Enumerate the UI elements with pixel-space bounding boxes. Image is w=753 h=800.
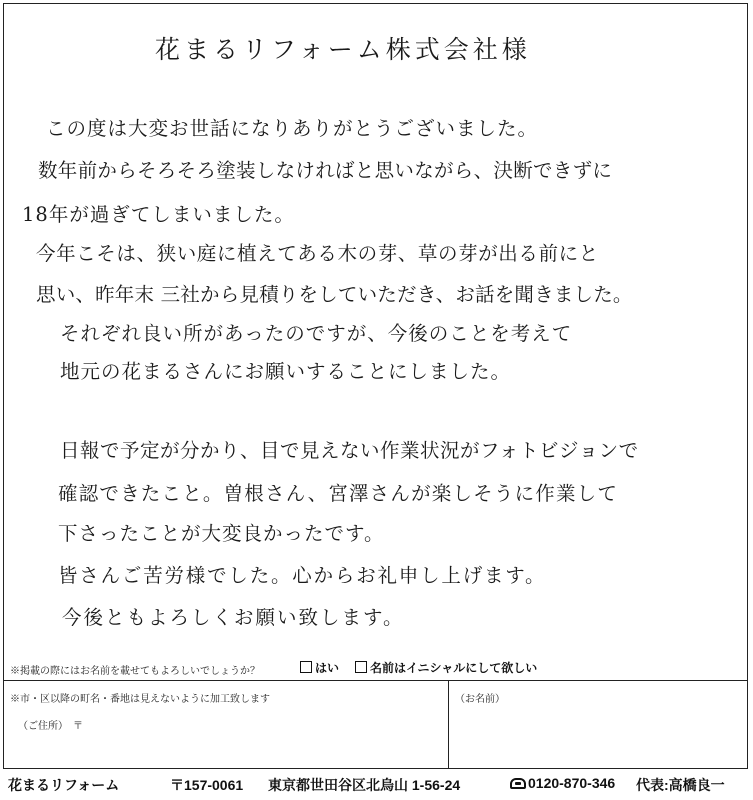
letter-line-3: 18年が過ぎてしまいました。	[22, 203, 295, 226]
letter-line-8: 日報で予定が分かり、目で見えない作業状況がフォトビジョンで	[60, 439, 639, 462]
letter-line-2: 数年前からそろそろ塗装しなければと思いながら、決断できずに	[38, 159, 613, 182]
footer-address: 東京都世田谷区北烏山 1-56-24	[268, 777, 461, 793]
letter-line-7: 地元の花まるさんにお願いすることにしました。	[60, 360, 512, 383]
option-yes-label: はい	[315, 661, 340, 675]
letter-line-6: それぞれ良い所があったのですが、今後のことを考えて	[60, 322, 573, 345]
checkbox-yes[interactable]	[300, 661, 312, 673]
letter-line-12: 今後ともよろしくお願い致します。	[62, 606, 405, 629]
footer-tel-number: 0120-870-346	[528, 775, 616, 791]
address-note: ※市・区以降の町名・番地は見えないように加工致します	[10, 694, 270, 705]
footer-company: 花まるリフォーム	[8, 777, 120, 793]
form-column-divider	[448, 681, 449, 769]
letter-line-10: 下さったことが大変良かったです。	[58, 522, 385, 545]
telephone-icon	[510, 778, 526, 789]
letter-title: 花まるリフォーム株式会社様	[155, 35, 531, 64]
letter-line-4: 今年こそは、狭い庭に植えてある木の芽、草の芽が出る前にと	[36, 242, 599, 265]
consent-question: ※掲載の際にはお名前を載せてもよろしいでしょうか？	[10, 666, 260, 677]
footer-tel	[510, 775, 615, 791]
letter-line-9: 確認できたこと。曽根さん、宮澤さんが楽しそうに作業して	[58, 482, 619, 505]
address-field[interactable]: （ご住所） 〒	[18, 721, 83, 732]
option-yes[interactable]	[300, 659, 339, 676]
letter-line-1: この度は大変お世話になりありがとうございました。	[46, 117, 539, 140]
letter-line-11: 皆さんご苦労様でした。心からお礼申し上げます。	[58, 564, 547, 587]
letter-line-5: 思い、昨年末 三社から見積りをしていただき、お話を聞きました。	[36, 283, 633, 306]
form-divider	[3, 680, 748, 681]
name-field[interactable]: （お名前）	[455, 694, 505, 705]
footer-postal: 〒157-0061	[170, 777, 244, 793]
option-initials[interactable]	[355, 659, 537, 676]
option-initials-label: 名前はイニシャルにして欲しい	[370, 661, 538, 675]
checkbox-initials[interactable]	[355, 661, 367, 673]
footer-rep: 代表:高橋良一	[636, 777, 725, 793]
